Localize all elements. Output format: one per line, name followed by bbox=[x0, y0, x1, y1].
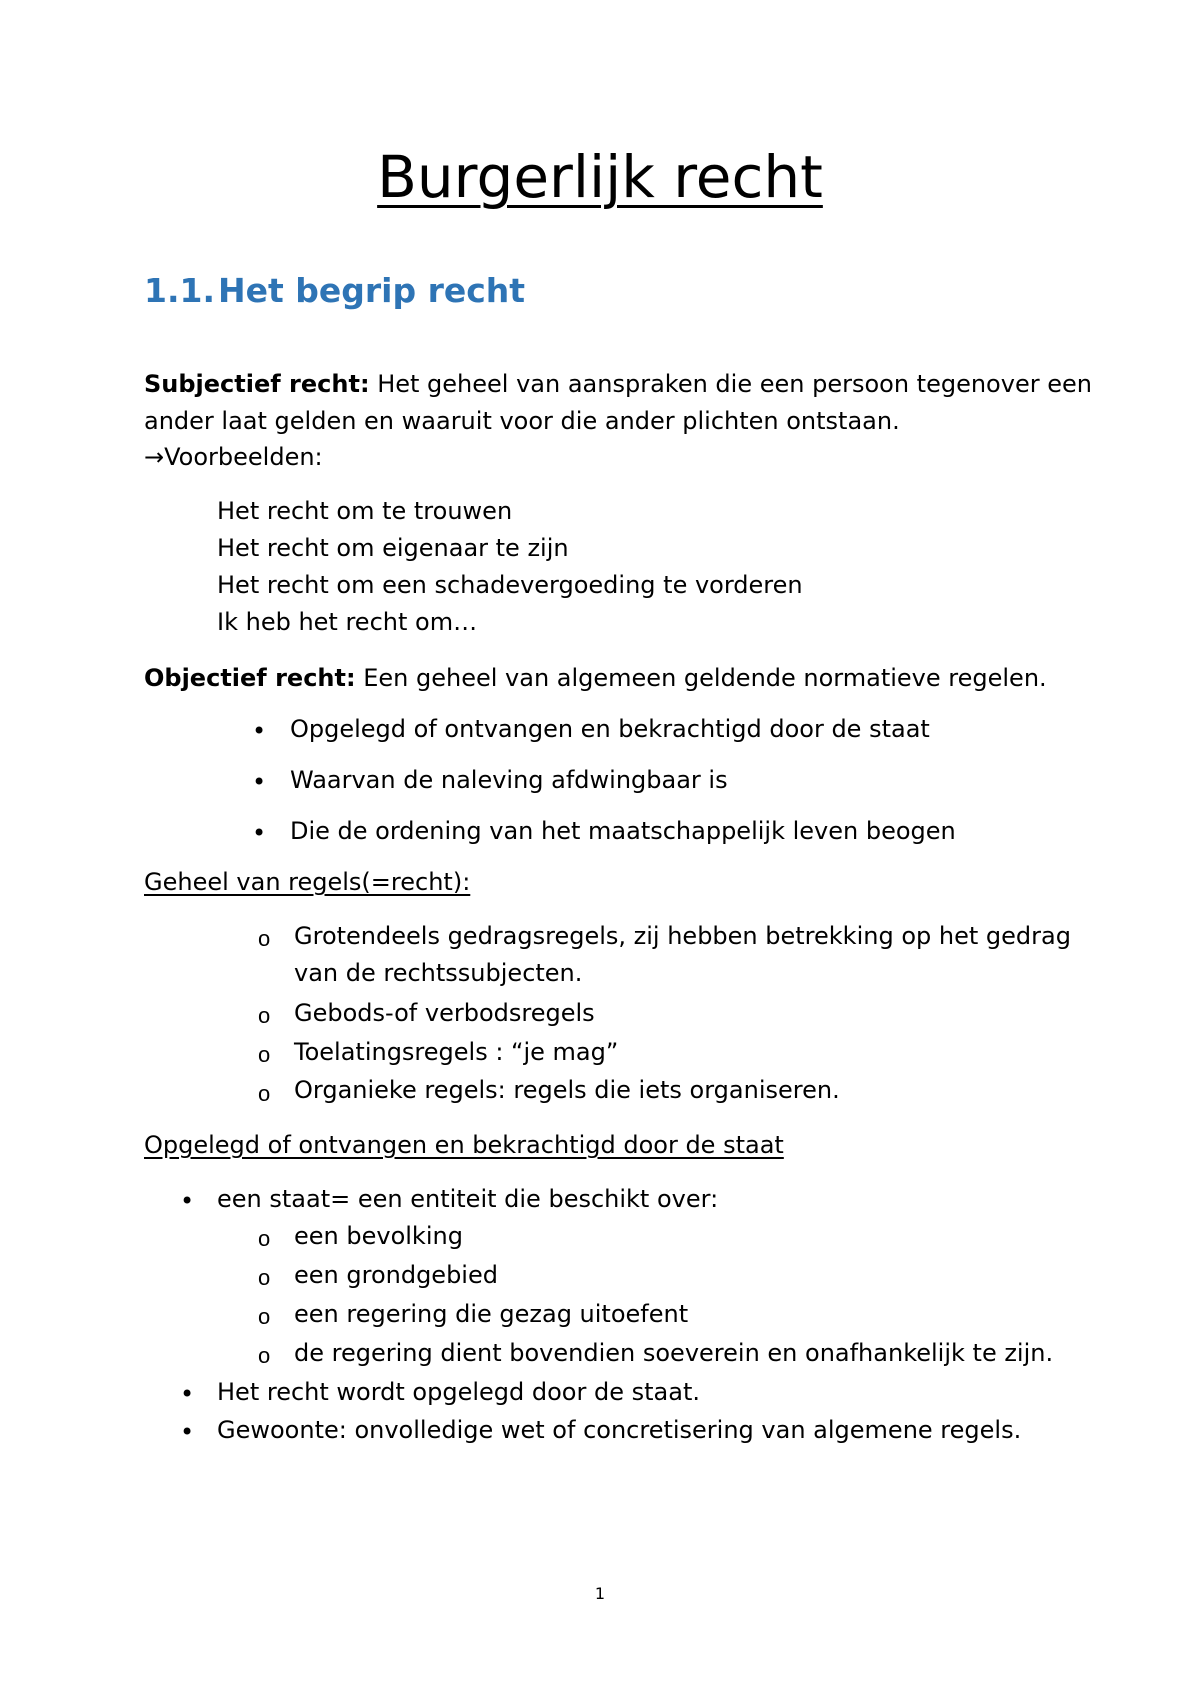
bullet-icon: • bbox=[180, 1187, 195, 1215]
section-number: 1.1. bbox=[144, 271, 215, 310]
objectief-line bbox=[144, 666, 1047, 690]
document-title: Burgerlijk recht bbox=[377, 143, 823, 211]
opgelegd-heading: Opgelegd of ontvangen en bekrachtigd door de staat bbox=[144, 1131, 784, 1159]
opgelegd-sub-item: een regering die gezag uitoefent bbox=[294, 1300, 689, 1328]
objectief-bullet-item: Die de ordening van het maatschappelijk leven beogen bbox=[290, 817, 956, 845]
example-item: Het recht om een schadevergoeding te vorderen bbox=[217, 571, 803, 599]
geheel-item: Grotendeels gedragsregels, zij hebben betrekking op het gedrag bbox=[294, 922, 1071, 950]
opgelegd-sub-item: een bevolking bbox=[294, 1222, 463, 1250]
section-heading bbox=[144, 271, 526, 310]
geheel-item: Organieke regels: regels die iets organiseren. bbox=[294, 1076, 840, 1104]
opgelegd-sub-item: de regering dient bovendien soeverein en onafhankelijk te zijn. bbox=[294, 1339, 1054, 1367]
circle-bullet-icon: o bbox=[258, 1304, 271, 1329]
bullet-icon: • bbox=[180, 1418, 195, 1446]
geheel-item-continuation: van de rechtssubjecten. bbox=[294, 959, 583, 987]
bullet-icon: • bbox=[252, 819, 267, 847]
example-item: Het recht om te trouwen bbox=[217, 497, 513, 525]
arrow-right-icon: → bbox=[144, 443, 165, 471]
geheel-heading: Geheel van regels(=recht): bbox=[144, 868, 471, 896]
opgelegd-bullet-item: Het recht wordt opgelegd door de staat. bbox=[217, 1378, 700, 1406]
example-item: Het recht om eigenaar te zijn bbox=[217, 534, 569, 562]
circle-bullet-icon: o bbox=[258, 1226, 271, 1251]
circle-bullet-icon: o bbox=[258, 926, 271, 951]
geheel-item: Toelatingsregels : “je mag” bbox=[294, 1038, 619, 1066]
subjectief-line-1 bbox=[144, 372, 1092, 396]
subjectief-def-1: Het geheel van aanspraken die een persoon tegenover een bbox=[369, 370, 1092, 398]
circle-bullet-icon: o bbox=[258, 1042, 271, 1067]
page-number: 1 bbox=[594, 1584, 606, 1603]
bullet-icon: • bbox=[252, 768, 267, 796]
opgelegd-sub-item: een grondgebied bbox=[294, 1261, 498, 1289]
objectief-bullet-item: Waarvan de naleving afdwingbaar is bbox=[290, 766, 728, 794]
objectief-bullet-item: Opgelegd of ontvangen en bekrachtigd door de staat bbox=[290, 715, 930, 743]
opgelegd-bullet-item: Gewoonte: onvolledige wet of concretisering van algemene regels. bbox=[217, 1416, 1022, 1444]
geheel-item: Gebods-of verbodsregels bbox=[294, 999, 595, 1027]
subjectief-term: Subjectief recht: bbox=[144, 370, 370, 398]
bullet-icon: • bbox=[180, 1380, 195, 1408]
objectief-def: Een geheel van algemeen geldende normatieve regelen. bbox=[355, 664, 1047, 692]
circle-bullet-icon: o bbox=[258, 1265, 271, 1290]
circle-bullet-icon: o bbox=[258, 1003, 271, 1028]
bullet-icon: • bbox=[252, 717, 267, 745]
circle-bullet-icon: o bbox=[258, 1081, 271, 1106]
section-title: Het begrip recht bbox=[218, 271, 526, 310]
examples-label: Voorbeelden: bbox=[164, 443, 323, 471]
example-item: Ik heb het recht om… bbox=[217, 608, 478, 636]
opgelegd-bullet-item: een staat= een entiteit die beschikt over: bbox=[217, 1185, 719, 1213]
circle-bullet-icon: o bbox=[258, 1343, 271, 1368]
objectief-term: Objectief recht: bbox=[144, 664, 356, 692]
examples-label-line bbox=[144, 445, 323, 469]
subjectief-def-2: ander laat gelden en waaruit voor die ander plichten ontstaan. bbox=[144, 407, 900, 435]
